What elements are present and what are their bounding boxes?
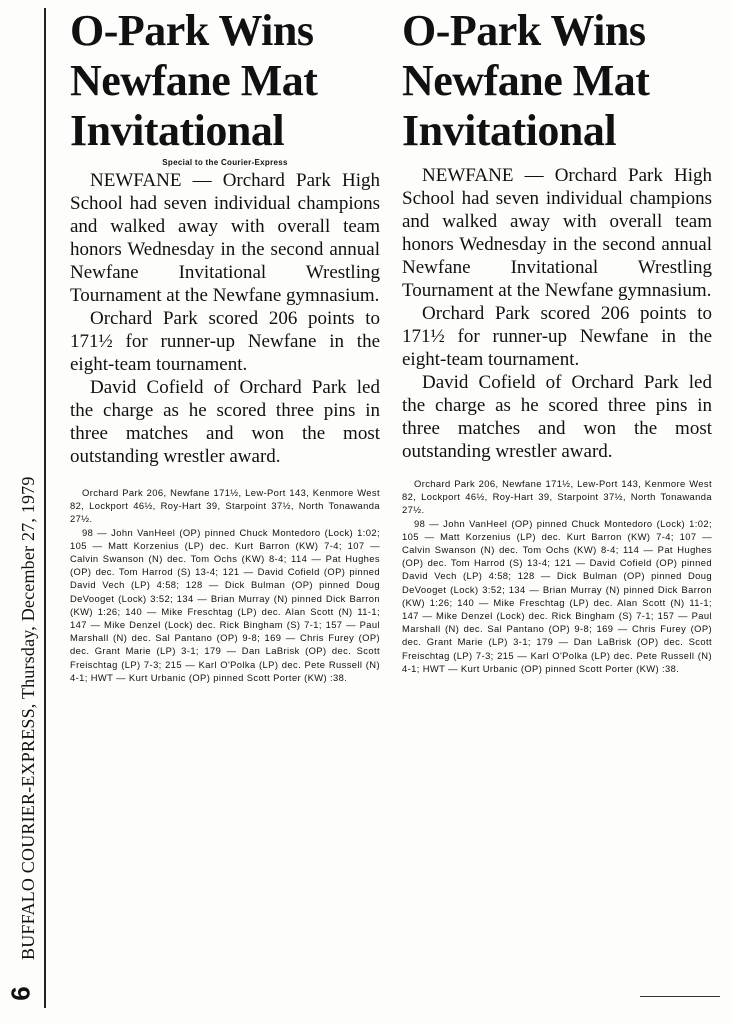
results-listing	[402, 477, 712, 675]
article-left	[70, 6, 380, 684]
team-scores: Orchard Park 206, Newfane 171½, Lew-Port 143, Kenmore West 82, Lockport 46½, Roy-Hart 39, Starpoint 37½, North Tonawanda 27½.	[402, 478, 712, 516]
bout-results: 98 — John VanHeel (OP) pinned Chuck Montedoro (Lock) 1:02; 105 — Matt Korzenius (LP) dec. Kurt Barron (KW) 7-4; 107 — Calvin Swanson (N) dec. Tom Ochs (KW) 8-4; 114 — Pat Hughes (OP) dec. Tom Harrod (S) 13-4; 121 — David Cofield (OP) pinned David Vech (LP) 4:58; 128 — Dick Bulman (OP) pinned Doug DeVooget (Lock) 3:52; 134 — Brian Murray (N) pinned Dick Barron (KW) 1:26; 140 — Mike Freschtag (LP) dec. Alan Scott (N) 11-1; 147 — Mike Denzel (Lock) dec. Rick Bingham (S) 7-1; 157 — Paul Marshall (N) dec. Sal Pantano (OP) 9-8; 169 — Chris Furey (OP) dec. Grant Marie (LP) 3-1; 179 — Dan LaBrisk (OP) dec. Scott Freischtag (LP) 7-3; 215 — Karl O'Polka (LP) dec. Pete Russell (N) 4-1; HWT — Kurt Urbanic (OP) pinned Scott Porter (KW) :38.	[402, 517, 712, 674]
headline: O-Park Wins Newfane Mat Invitational	[402, 6, 650, 155]
bout-results: 98 — John VanHeel (OP) pinned Chuck Montedoro (Lock) 1:02; 105 — Matt Korzenius (LP) dec. Kurt Barron (KW) 7-4; 107 — Calvin Swanson (N) dec. Tom Ochs (KW) 8-4; 114 — Pat Hughes (OP) dec. Tom Harrod (S) 13-4; 121 — David Cofield (OP) pinned David Vech (LP) 4:58; 128 — Dick Bulman (OP) pinned Doug DeVooget (Lock) 3:52; 134 — Brian Murray (N) pinned Dick Barron (KW) 1:26; 140 — Mike Freschtag (LP) dec. Alan Scott (N) 11-1; 147 — Mike Denzel (Lock) dec. Rick Bingham (S) 7-1; 157 — Paul Marshall (N) dec. Sal Pantano (OP) 9-8; 169 — Chris Furey (OP) dec. Grant Marie (LP) 3-1; 179 — Dan LaBrisk (OP) dec. Scott Freischtag (LP) 7-3; 215 — Karl O'Polka (LP) dec. Pete Russell (N) 4-1; HWT — Kurt Urbanic (OP) pinned Scott Porter (KW) :38.	[70, 526, 380, 683]
paragraph: David Cofield of Orchard Park led the charge as he scored three pins in three matches and won the most outstanding wrestler award.	[402, 372, 712, 462]
page-margin	[0, 0, 60, 1024]
article-body	[402, 164, 712, 463]
publication-dateline: BUFFALO COURIER-EXPRESS, Thursday, December 27, 1979	[18, 476, 38, 960]
article-right	[402, 6, 712, 675]
paragraph: NEWFANE — Orchard Park High School had seven individual champions and walked away with overall team honors Wednesday in the second annual Newfane Invitational Wrestling Tournament at the Newfane gymnasium.	[402, 165, 712, 301]
byline-credit: Special to the Courier-Express	[162, 158, 288, 167]
team-scores: Orchard Park 206, Newfane 171½, Lew-Port 143, Kenmore West 82, Lockport 46½, Roy-Hart 39, Starpoint 37½, North Tonawanda 27½.	[70, 487, 380, 525]
paragraph: Orchard Park scored 206 points to 171½ for runner-up Newfane in the eight-team tournament.	[70, 308, 380, 375]
results-listing	[70, 486, 380, 684]
end-rule	[640, 996, 720, 997]
paragraph: NEWFANE — Orchard Park High School had seven individual champions and walked away with overall team honors Wednesday in the second annual Newfane Invitational Wrestling Tournament at the Newfane gymnasium.	[70, 170, 380, 306]
paragraph: Orchard Park scored 206 points to 171½ for runner-up Newfane in the eight-team tournament.	[402, 303, 712, 370]
margin-rule	[44, 8, 46, 1008]
paragraph: David Cofield of Orchard Park led the charge as he scored three pins in three matches and won the most outstanding wrestler award.	[70, 377, 380, 467]
headline: O-Park Wins Newfane Mat Invitational	[70, 6, 318, 155]
article-body	[70, 169, 380, 468]
page-number: 6	[5, 986, 36, 1001]
